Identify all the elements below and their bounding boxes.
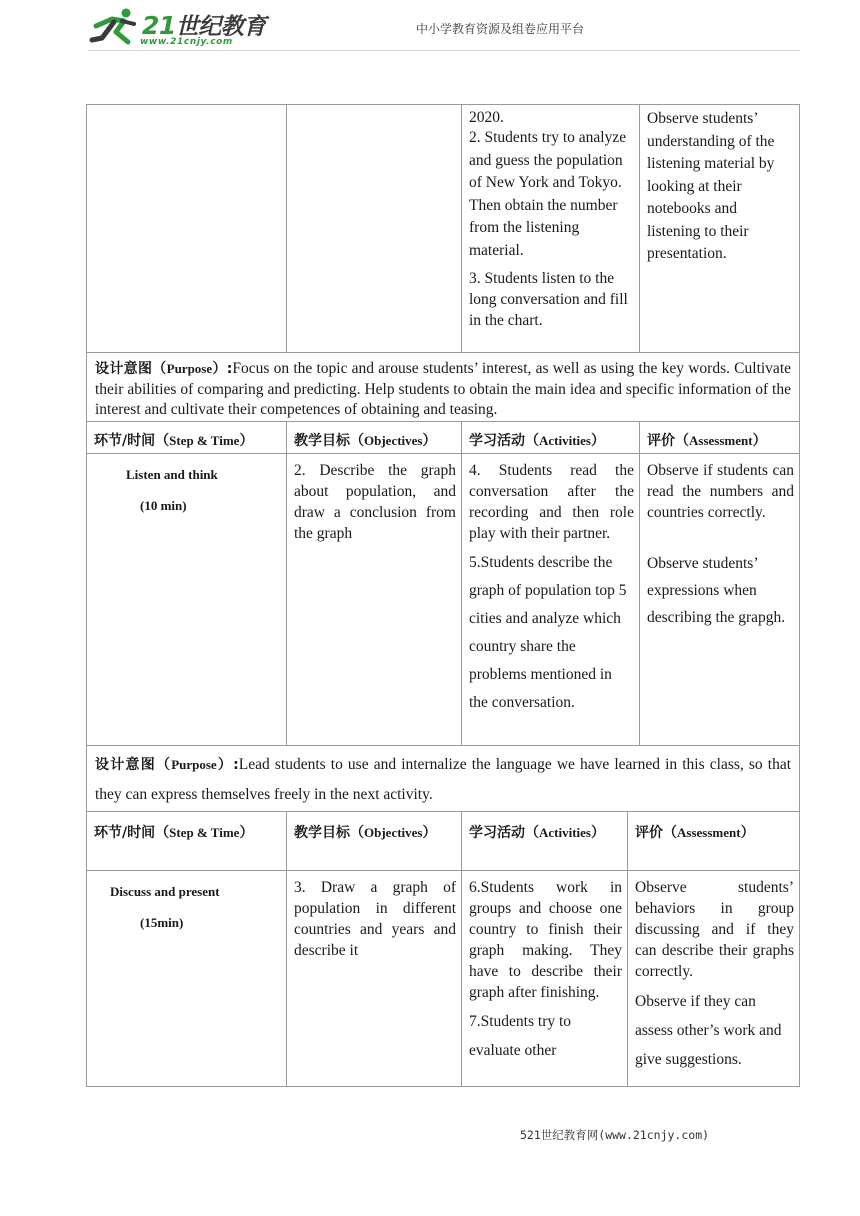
step-time: (10 min) — [140, 498, 187, 513]
row2-assessment-cell — [639, 453, 800, 746]
row1-assessment-cell — [639, 104, 800, 353]
activity-text: 2. Students try to analyze and guess the population of New York and Tokyo. Then obtain the number from the listening material. — [469, 129, 627, 259]
header-activities: 学习活动（Activities） — [461, 421, 640, 454]
row1-objective-cell — [286, 104, 462, 353]
header-step-time: 环节/时间（Step & Time） — [86, 421, 287, 454]
row3-step-cell — [86, 870, 287, 1087]
header-activities: 学习活动（Activities） — [461, 811, 628, 871]
header-assessment: 评价（Assessment） — [639, 421, 800, 454]
row1-activities-cell — [461, 104, 640, 353]
purpose-text: Lead students to use and internalize the language we have learned in this class, so that they can express themselves freely in the next activity. — [95, 756, 792, 803]
header-divider — [88, 50, 800, 51]
platform-title: 中小学教育资源及组卷应用平台 — [416, 22, 585, 36]
purpose-row: 设计意图（Purpose）:Focus on the topic and arouse students’ interest, as well as using the key words. Cultivate their abilities of comparing and predicting. Help students to obtain the main idea and specific information of the interest and cultivate their competences of obtaining and teasing. — [86, 352, 800, 422]
row3-objective-cell — [286, 870, 462, 1087]
activity-text: 5.Students describe the graph of population top 5 cities and analyze which country share the problems mentioned in the conversation. — [469, 554, 627, 711]
assessment-text: Observe students’ understanding of the listening material by looking at their notebooks and listening to their presentation. — [647, 110, 775, 262]
row3-activities-cell — [461, 870, 628, 1087]
row3-assessment-cell — [627, 870, 800, 1087]
row2-activities-cell — [461, 453, 640, 746]
assessment-text: Observe if students can read the numbers and countries correctly. — [647, 462, 794, 521]
activity-text: 4. Students read the conversation after the recording and then role play with their partner. — [469, 462, 634, 542]
step-name: Listen and think — [126, 467, 218, 482]
row2-objective-cell — [286, 453, 462, 746]
page-header — [0, 0, 860, 60]
objective-text: 3. Draw a graph of population in different countries and years and describe it — [294, 879, 456, 959]
objective-text: 2. Describe the graph about population, and draw a conclusion from the graph — [294, 462, 456, 542]
logo — [88, 6, 266, 48]
purpose-text: Focus on the topic and arouse students’ interest, as well as using the key words. Cultivate their abilities of comparing and predicting. Help students to obtain the main idea and specific information of the interest and cultivate their competences of obtaining and teasing. — [95, 360, 792, 418]
activity-text: 7.Students try to evaluate other — [469, 1013, 572, 1059]
activity-text: 6.Students work in groups and choose one country to finish their graph making. They have to describe their graph after finishing. — [469, 879, 622, 1001]
step-time: (15min) — [140, 915, 184, 930]
page-footer: 521世纪教育网(www.21cnjy.com) — [520, 1128, 710, 1142]
logo-url: www.21cnjy.com — [140, 37, 233, 47]
header-objectives: 教学目标（Objectives） — [286, 421, 462, 454]
activity-text: 3. Students listen to the long conversation and fill in the chart. — [469, 270, 628, 329]
assessment-text: Observe students’ behaviors in group discussing and if they can describe their graphs correctly. — [635, 879, 794, 980]
purpose-row: 设计意图（Purpose）:Lead students to use and internalize the language we have learned in this class, so that they can express themselves freely in the next activity. — [86, 745, 800, 812]
activity-text: 2020. — [469, 109, 504, 126]
header-assessment: 评价（Assessment） — [627, 811, 800, 871]
header-step-time: 环节/时间（Step & Time） — [86, 811, 287, 871]
row2-step-cell — [86, 453, 287, 746]
logo-wordmark: 21世纪教育 — [142, 11, 266, 40]
step-name: Discuss and present — [110, 884, 220, 899]
runner-logo-icon — [88, 6, 140, 48]
header-objectives: 教学目标（Objectives） — [286, 811, 462, 871]
assessment-text: Observe if they can assess other’s work and give suggestions. — [635, 993, 782, 1068]
row1-step-cell — [86, 104, 287, 353]
assessment-text: Observe students’ expressions when describing the grapgh. — [647, 555, 786, 626]
